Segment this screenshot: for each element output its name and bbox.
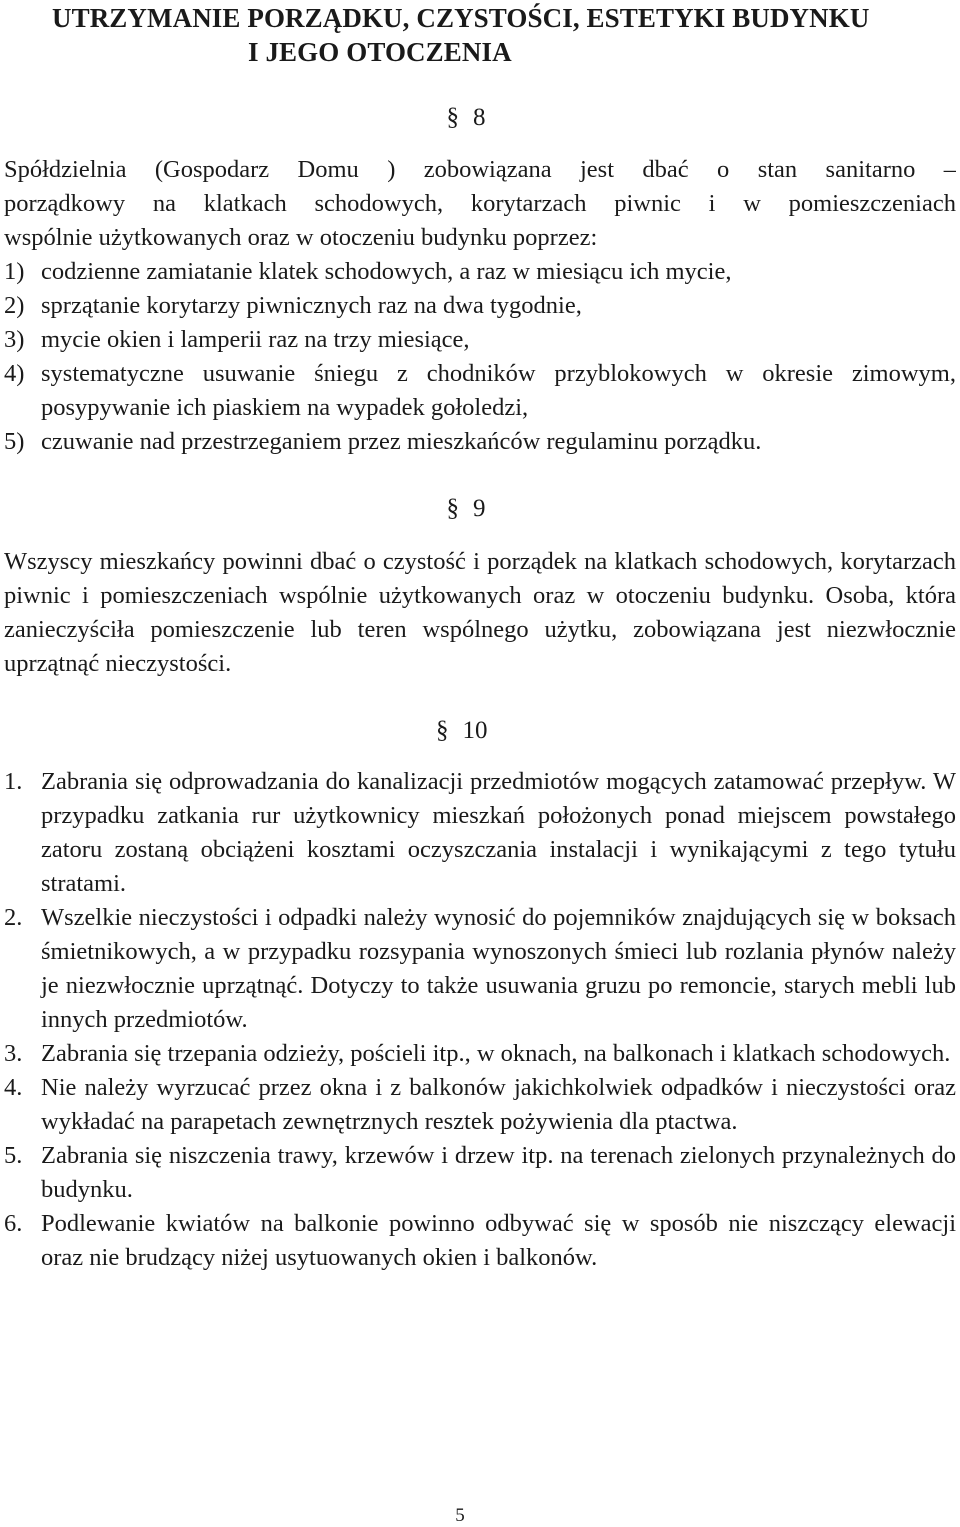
list-item-number: 5. — [4, 1142, 23, 1169]
list-item-number: 1) — [4, 258, 25, 285]
list-item-number: 3. — [4, 1040, 23, 1067]
list-item-number: 1. — [4, 768, 23, 795]
list-item-number: 3) — [4, 326, 25, 353]
section-8-list — [4, 255, 956, 459]
document-title-line-2: I JEGO OTOCZENIA — [248, 37, 512, 67]
list-item-text: czuwanie nad przestrzeganiem przez mieszkańców regulaminu porządku. — [41, 428, 762, 455]
section-8-heading — [436, 103, 496, 133]
paragraph-sign-icon: § — [436, 717, 449, 744]
list-item-number: 6. — [4, 1210, 23, 1237]
list-item-number: 2. — [4, 904, 23, 931]
list-item-text: codzienne zamiatanie klatek schodowych, a raz w miesiącu ich mycie, — [41, 258, 732, 285]
section-8-intro-line-3: wspólnie użytkowanych oraz w otoczeniu budynku poprzez: — [4, 224, 598, 251]
section-9-text: Wszyscy mieszkańcy powinni dbać o czystość i porządek na klatkach schodowych, korytarzach piwnic i pomieszczeniach wspólnie użytkowanych oraz w otoczeniu budynku. Osoba, która zanieczyściła pomieszczenie lub teren wspólnego użytku, zobowiązana jest niezwłocznie uprzątnąć nieczystości. — [4, 548, 956, 677]
list-item — [4, 425, 956, 459]
paragraph-sign-icon: § — [446, 495, 459, 522]
page-number: 5 — [455, 1505, 465, 1526]
list-item-number: 2) — [4, 292, 25, 319]
section-8-intro — [4, 153, 956, 255]
list-item-text: Wszelkie nieczystości i odpadki należy wynosić do pojemników znajdujących się w boksach śmietnikowych, a w przypadku rozsypania wynoszonych śmieci lub rozlania płynów należy je niezwłocznie uprzątnąć. Dotyczy to także usuwania gruzu po remoncie, starych mebli lub innych przedmiotów. — [41, 904, 956, 1033]
section-10-number: 10 — [462, 717, 488, 744]
list-item-number: 5) — [4, 428, 25, 455]
list-item-text: Podlewanie kwiatów na balkonie powinno odbywać się w sposób nie niszczący elewacji oraz nie brudzący niżej usytuowanych okien i balkonów. — [41, 1210, 956, 1271]
list-item-text: systematyczne usuwanie śniegu z chodników przyblokowych w okresie zimowym, posypywanie ich piaskiem na wypadek gołoledzi, — [41, 360, 956, 421]
list-item — [4, 1037, 956, 1071]
document-title-line-1: UTRZYMANIE PORZĄDKU, CZYSTOŚCI, ESTETYKI BUDYNKU — [52, 3, 870, 33]
list-item — [4, 901, 956, 1037]
list-item-text: mycie okien i lamperii raz na trzy miesiące, — [41, 326, 470, 353]
list-item — [4, 1139, 956, 1207]
list-item-text: sprzątanie korytarzy piwnicznych raz na dwa tygodnie, — [41, 292, 582, 319]
paragraph-sign-icon: § — [446, 104, 459, 131]
list-item-text: Nie należy wyrzucać przez okna i z balkonów jakichkolwiek odpadków i nieczystości oraz wykładać na parapetach zewnętrznych resztek pożywienia dla ptactwa. — [41, 1074, 956, 1135]
list-item — [4, 1071, 956, 1139]
list-item — [4, 323, 956, 357]
section-10-heading — [436, 716, 516, 746]
list-item — [4, 357, 956, 425]
section-8-number: 8 — [473, 104, 486, 131]
list-item-number: 4) — [4, 360, 25, 387]
list-item-text: Zabrania się niszczenia trawy, krzewów i drzew itp. na terenach zielonych przynależnych do budynku. — [41, 1142, 956, 1203]
section-9-heading — [436, 494, 496, 524]
list-item-text: Zabrania się trzepania odzieży, pościeli itp., w oknach, na balkonach i klatkach schodowych. — [41, 1040, 951, 1067]
section-10-list — [4, 765, 956, 1275]
list-item-text: Zabrania się odprowadzania do kanalizacji przedmiotów mogących zatamować przepływ. W przypadku zatkania rur użytkownicy mieszkań położonych ponad miejscem powstałego zatoru zostaną obciążeni kosztami oczyszczania instalacji i wynikającymi z tego tytułu stratami. — [41, 768, 956, 897]
list-item — [4, 1207, 956, 1275]
section-8-intro-line-1: Spółdzielnia (Gospodarz Domu ) zobowiązana jest dbać o stan sanitarno – — [4, 156, 956, 183]
list-item — [4, 255, 956, 289]
section-8-intro-line-2: porządkowy na klatkach schodowych, korytarzach piwnic i w pomieszczeniach — [4, 190, 956, 217]
section-9-number: 9 — [473, 495, 486, 522]
list-item — [4, 289, 956, 323]
list-item-number: 4. — [4, 1074, 23, 1101]
list-item — [4, 765, 956, 901]
